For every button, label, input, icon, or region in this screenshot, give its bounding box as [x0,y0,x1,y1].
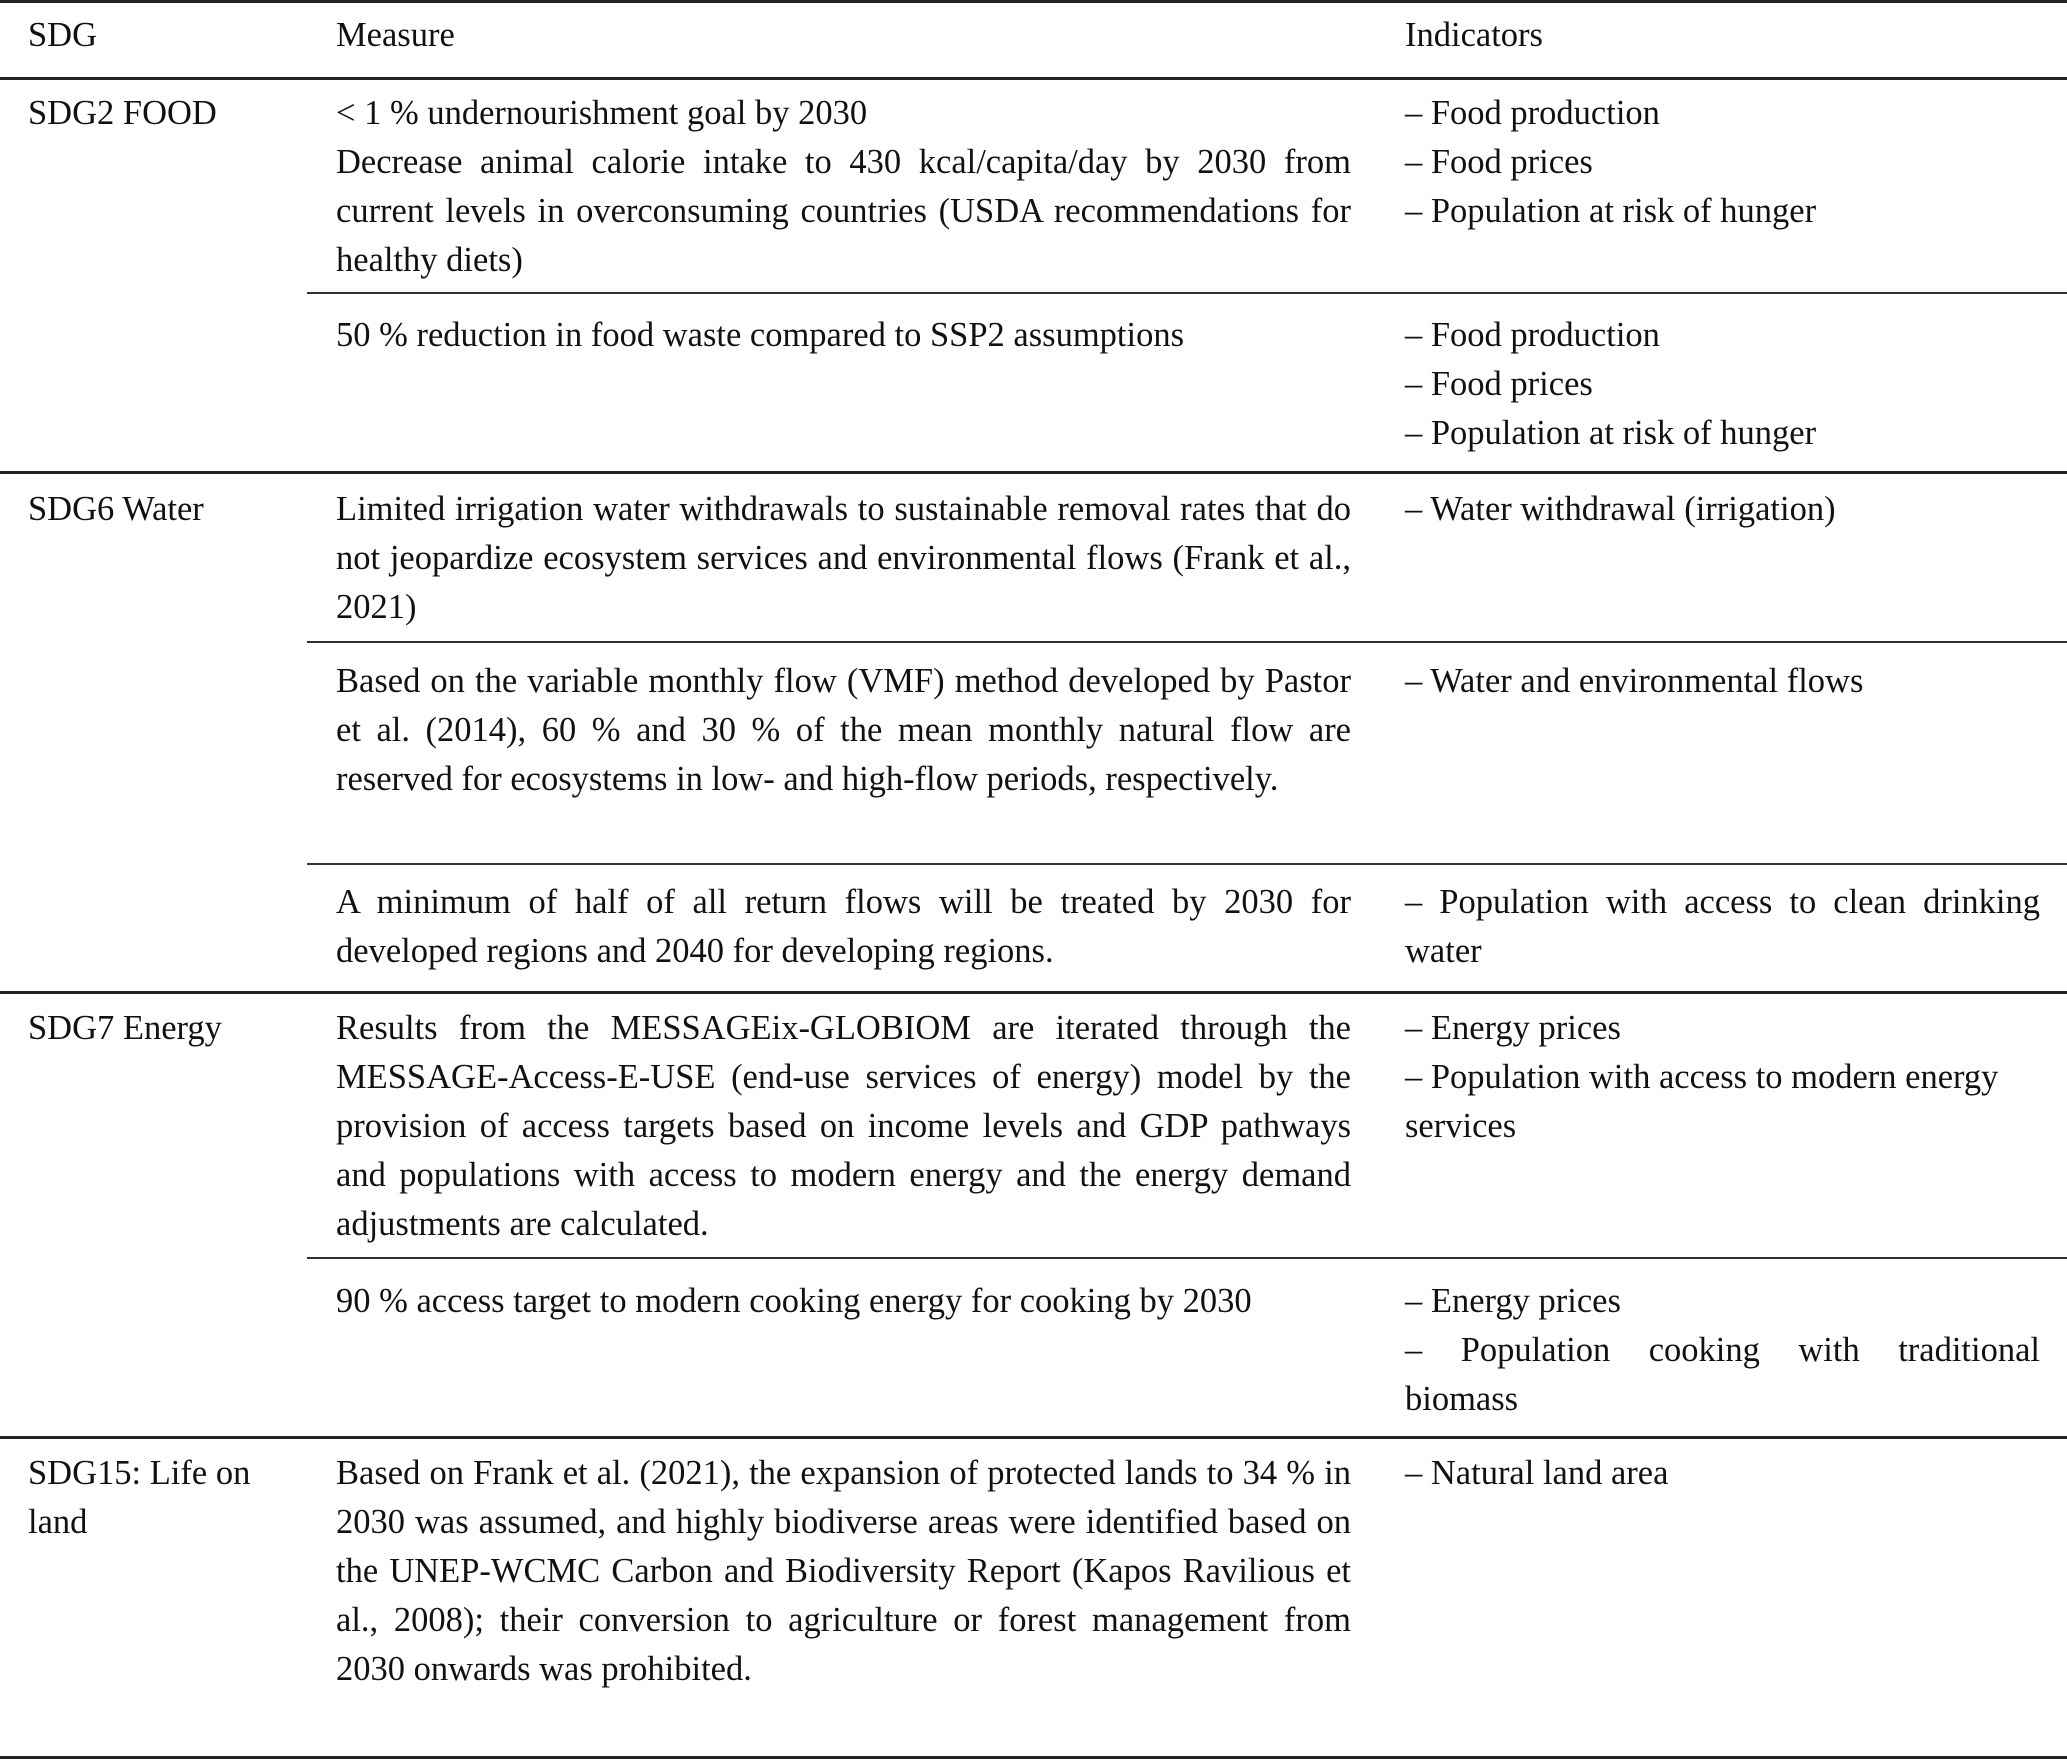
sdg-label: SDG15: Life on land [28,1454,251,1541]
measure-cell [336,89,1351,285]
measure-line: Based on Frank et al. (2021), the expansion of protected lands to 34 % in 2030 was assumed, and highly biodiverse areas were identified based on the UNEP-WCMC Carbon and Biodiversity Report (Kapos Ravilious et al., 2008); their conversion to agriculture or forest management from 2030 onwards was prohibited. [336,1454,1351,1688]
measure-cell [336,878,1351,976]
measure-line: A minimum of half of all return flows will be treated by 2030 for developed regions and 2040 for developing regions. [336,883,1351,970]
measure-cell [336,657,1351,804]
measure-line: Results from the MESSAGEix-GLOBIOM are iterated through the MESSAGE-Access-E-USE (end-use services of energy) model by the provision of access targets based on income levels and GDP pathways and populations with access to modern energy and the energy demand adjustments are calculated. [336,1009,1351,1243]
header-indicators: Indicators [1405,16,1543,54]
measure-cell [336,1277,1351,1326]
indicator-item: – Food production [1405,316,1660,354]
indicators-cell [1405,878,2040,976]
header-rule [0,77,2067,80]
measure-line: 50 % reduction in food waste compared to SSP2 assumptions [336,316,1185,354]
header-measure: Measure [336,16,455,54]
indicators-cell [1405,311,2040,458]
indicators-cell [1405,657,2040,706]
indicators-cell [1405,1277,2040,1424]
indicator-item: – Population with access to modern energy services [1405,1058,1999,1145]
measure-cell [336,485,1351,632]
indicators-cell [1405,1004,2040,1151]
indicator-item: – Food prices [1405,143,1593,181]
indicator-item: – Water withdrawal (irrigation) [1405,490,1836,528]
measure-cell [336,311,1351,360]
indicator-item: – Natural land area [1405,1454,1669,1492]
row-divider [307,292,2067,294]
indicator-item: – Population cooking with traditional biomass [1405,1331,2040,1418]
group-divider [0,991,2067,994]
measure-line: < 1 % undernourishment goal by 2030 [336,94,868,132]
measure-line: 90 % access target to modern cooking energy for cooking by 2030 [336,1282,1252,1320]
indicator-item: – Water and environmental flows [1405,662,1864,700]
indicator-item: – Food production [1405,94,1660,132]
group-divider [0,1436,2067,1439]
indicators-cell [1405,1449,2040,1498]
table-top-rule [0,0,2067,3]
row-divider [307,1257,2067,1259]
row-divider [307,863,2067,865]
sdg-label: SDG2 FOOD [28,94,217,132]
indicator-item: – Energy prices [1405,1282,1621,1320]
indicator-item: – Food prices [1405,365,1593,403]
measure-cell [336,1449,1351,1694]
table-bottom-rule [0,1756,2067,1759]
measure-cell [336,1004,1351,1249]
indicator-item: – Population with access to clean drinking water [1405,883,2040,970]
indicator-item: – Energy prices [1405,1009,1621,1047]
sdg-label: SDG6 Water [28,490,204,528]
measure-line: Based on the variable monthly flow (VMF) method developed by Pastor et al. (2014), 60 % and 30 % of the mean monthly natural flow are reserved for ecosystems in low- and high-flow periods, respectively. [336,662,1351,798]
header-sdg: SDG [28,16,98,54]
indicators-cell [1405,89,2040,236]
indicator-item: – Population at risk of hunger [1405,192,1817,230]
indicator-item: – Population at risk of hunger [1405,414,1817,452]
row-divider [307,641,2067,643]
indicators-cell [1405,485,2040,534]
group-divider [0,471,2067,474]
sdg-label: SDG7 Energy [28,1009,222,1047]
measure-line: Limited irrigation water withdrawals to sustainable removal rates that do not jeopardize ecosystem services and environmental flows (Frank et al., 2021) [336,490,1351,626]
measure-line: Decrease animal calorie intake to 430 kcal/capita/day by 2030 from current levels in overconsuming countries (USDA recommendations for healthy diets) [336,143,1351,279]
